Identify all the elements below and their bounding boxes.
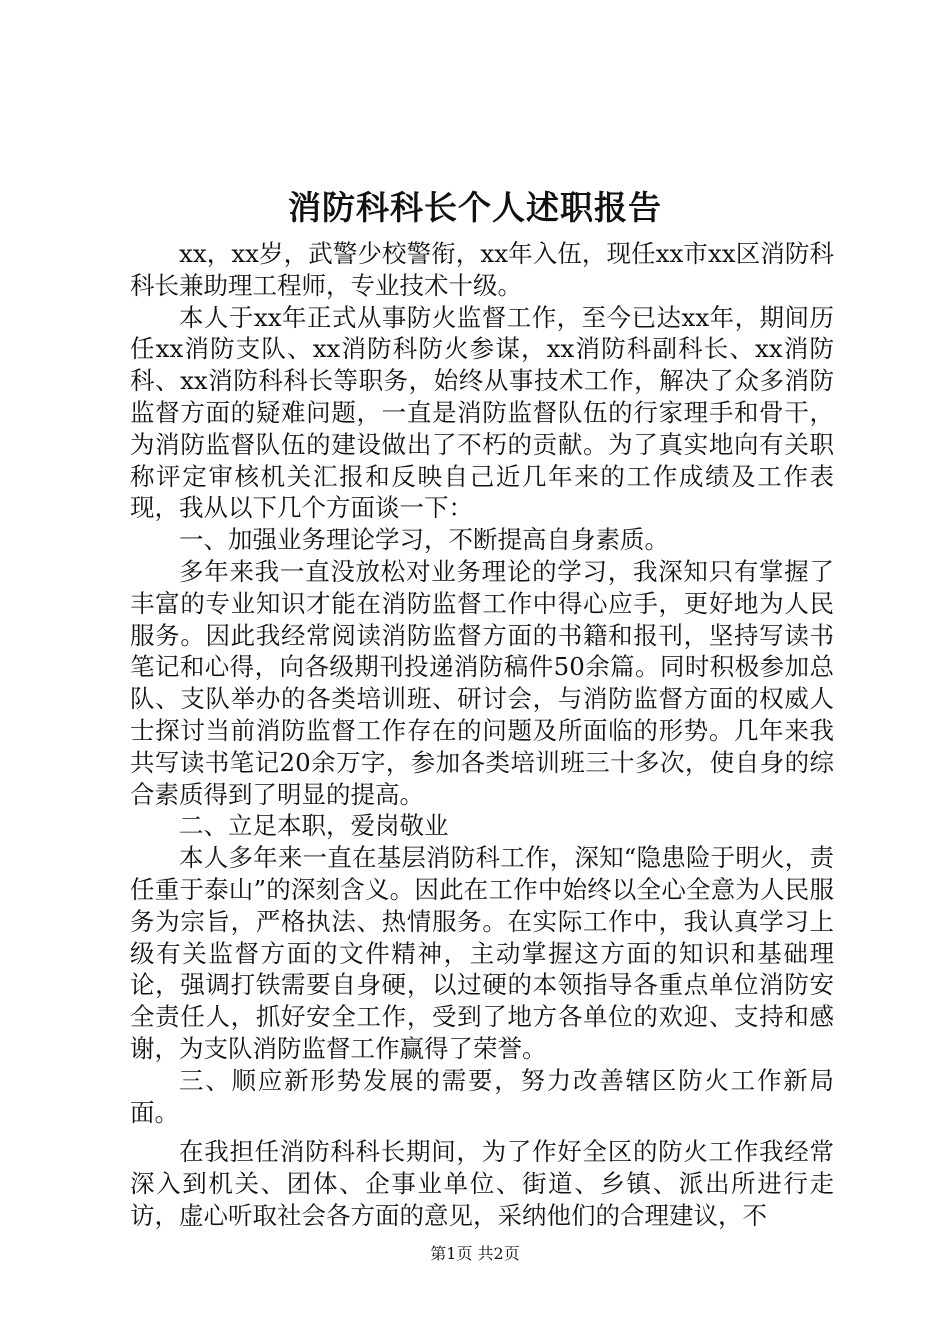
section-heading-2: 二、立足本职，爱岗敬业 (179, 811, 449, 841)
paragraph-intro: xx，xx岁，武警少校警衔，xx年入伍，现任xx市xx区消防科科长兼助理工程师，专业技术十级。 (130, 239, 834, 300)
paragraph-tenure: 在我担任消防科科长期间，为了作好全区的防火工作我经常深入到机关、团体、企事业单位、街道、乡镇、派出所进行走访，虚心听取社会各方面的意见，采纳他们的合理建议，不 (130, 1137, 834, 1230)
section-heading-1: 一、加强业务理论学习，不断提高自身素质。 (179, 525, 669, 555)
paragraph-career: 本人于xx年正式从事防火监督工作，至今已达xx年，期间历任xx消防支队、xx消防科防火参谋，xx消防科副科长、xx消防科、xx消防科科长等职务，始终从事技术工作，解决了众多消防监督方面的疑难问题，一直是消防监督队伍的行家理手和骨干，为消防监督队伍的建设做出了不朽的贡献。为了真实地向有关职称评定审核机关汇报和反映自己近几年来的工作成绩及工作表现，我从以下几个方面谈一下： (130, 302, 834, 523)
paragraph-study: 多年来我一直没放松对业务理论的学习，我深知只有掌握了丰富的专业知识才能在消防监督工作中得心应手，更好地为人民服务。因此我经常阅读消防监督方面的书籍和报刊，坚持写读书笔记和心得，向各级期刊投递消防稿件50余篇。同时积极参加总队、支队举办的各类培训班、研讨会，与消防监督方面的权威人士探讨当前消防监督工作存在的问题及所面临的形势。几年来我共写读书笔记20余万字，参加各类培训班三十多次，使自身的综合素质得到了明显的提高。 (130, 556, 834, 809)
section-heading-3: 三、顺应新形势发展的需要，努力改善辖区防火工作新局面。 (130, 1065, 834, 1127)
document-body (130, 238, 834, 1232)
paragraph-duty: 本人多年来一直在基层消防科工作，深知“隐患险于明火，责任重于泰山”的深刻含义。因此在工作中始终以全心全意为人民服务为宗旨，严格执法、热情服务。在实际工作中，我认真学习上级有关监督方面的文件精神，主动掌握这方面的知识和基础理论，强调打铁需要自身硬，以过硬的本领指导各重点单位消防安全责任人，抓好安全工作，受到了地方各单位的欢迎、支持和感谢，为支队消防监督工作赢得了荣誉。 (130, 843, 834, 1063)
document-title: 消防科科长个人述职报告 (288, 188, 662, 227)
page-number: 第1页 共2页 (430, 1244, 520, 1263)
